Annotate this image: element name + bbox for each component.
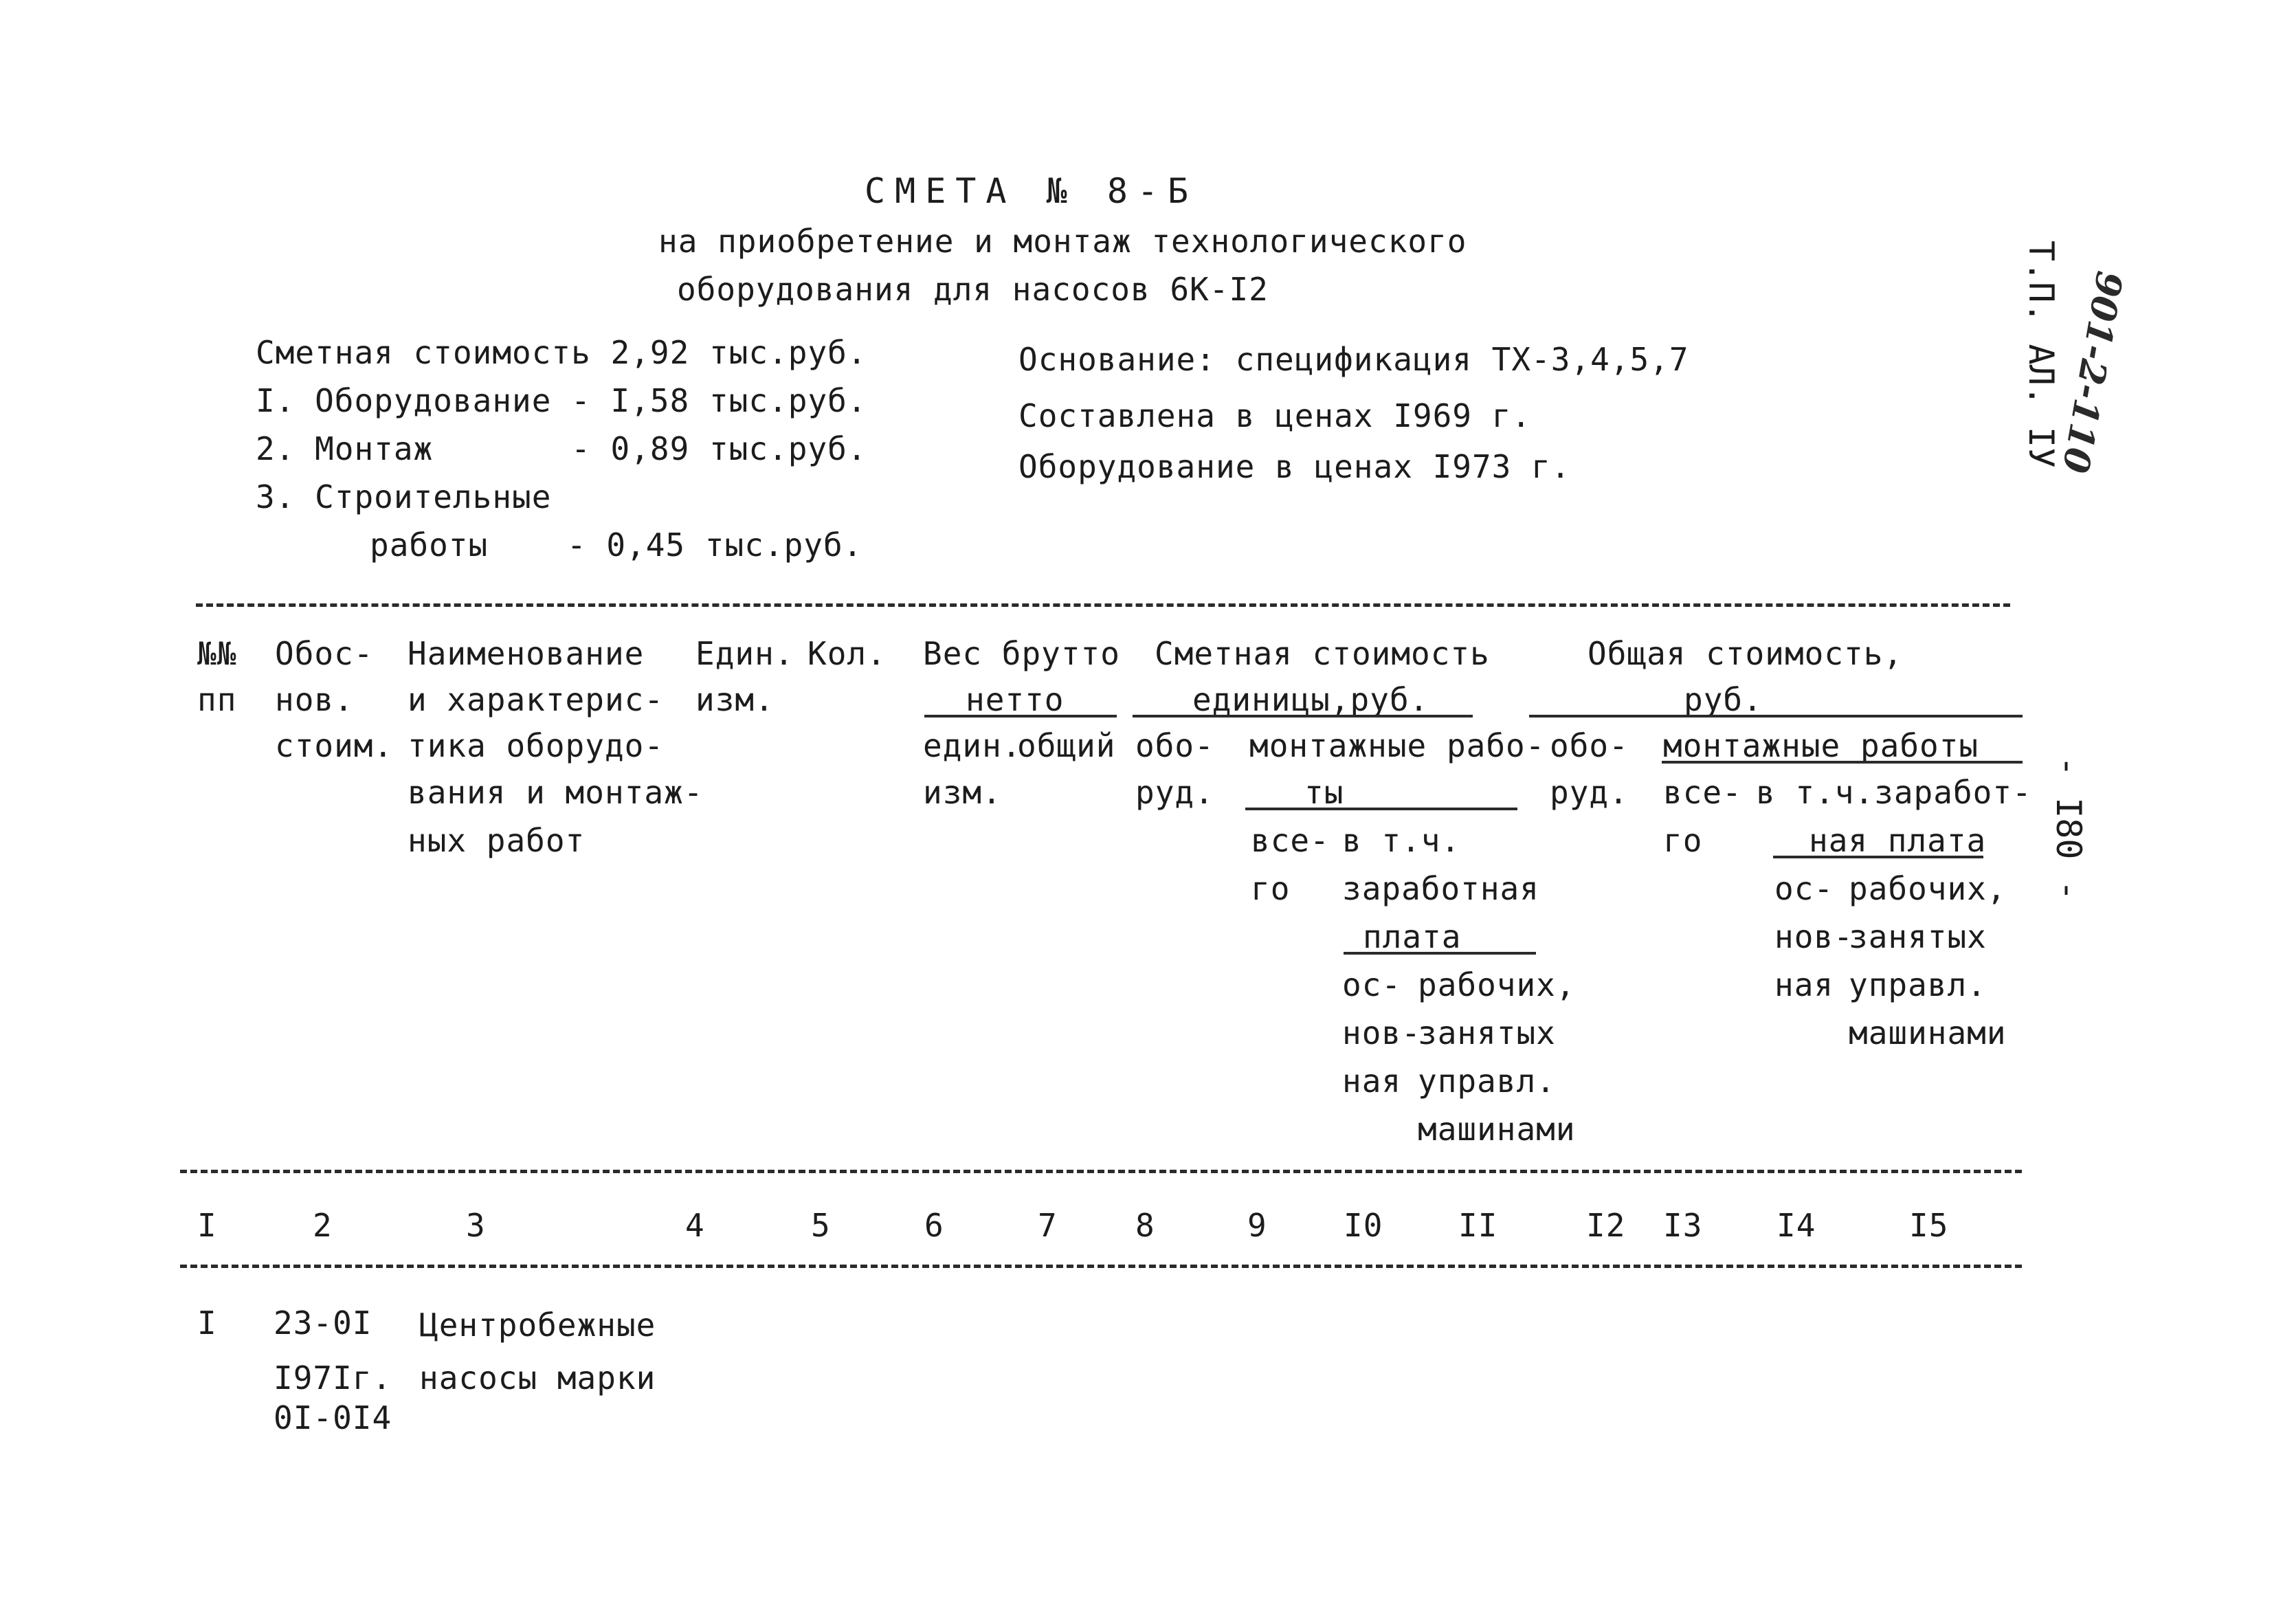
header-unit-all: все-: [1251, 822, 1330, 859]
header-unit-workers-3: управл.: [1418, 1063, 1556, 1100]
row-basis: 23-0I: [274, 1304, 372, 1342]
header-unit-incl: в т.ч.: [1342, 822, 1461, 859]
header-unit-basic: ос-: [1342, 966, 1402, 1003]
page-number: - I80 -: [2049, 756, 2089, 901]
column-number: 6: [924, 1207, 944, 1244]
header-total-workers: рабочих,: [1849, 870, 2007, 907]
summary-construction-cont: работы - 0,45 тыс.руб.: [370, 526, 863, 564]
handwritten-project-number: 901-2-110: [2053, 268, 2130, 476]
header-total-equip: обо-: [1550, 727, 1629, 764]
header-unit-basic-2: нов-: [1342, 1014, 1421, 1052]
underline-total-cost: [1529, 715, 2023, 718]
header-name-label-2: и характерис-: [408, 681, 665, 718]
summary-construction: 3. Строительные: [256, 478, 552, 515]
header-num-label-2: пп: [197, 681, 237, 718]
underline-total-wage: [1773, 856, 1983, 858]
underline-weight: [924, 715, 1117, 718]
header-unit-workers: рабочих,: [1418, 966, 1576, 1003]
header-total-workers-3: управл.: [1849, 966, 1987, 1003]
column-number: 2: [313, 1207, 333, 1244]
header-unit-all-2: го: [1251, 870, 1291, 907]
header-unit-workers-2: занятых: [1418, 1014, 1556, 1052]
column-number: I4: [1777, 1207, 1816, 1244]
header-unit-label-2: изм.: [695, 681, 775, 718]
column-number: 5: [811, 1207, 831, 1244]
row-number: I: [197, 1304, 217, 1342]
header-total-basic-2: нов-: [1774, 918, 1853, 955]
column-number: I0: [1344, 1207, 1383, 1244]
header-total-cost-sub: руб.: [1684, 681, 1763, 718]
column-number: I: [197, 1207, 217, 1244]
header-basis-label-2: нов.: [275, 681, 354, 718]
column-number: I2: [1586, 1207, 1626, 1244]
header-unit-mount-2: ты: [1304, 774, 1344, 811]
header-name-label-5: ных работ: [408, 822, 586, 859]
header-name-label-4: вания и монтаж-: [408, 774, 704, 811]
header-total-basic-3: ная: [1774, 966, 1834, 1003]
basis-prices: Составлена в ценах I969 г.: [1018, 397, 1532, 434]
header-weight-unit-2: изм.: [923, 774, 1002, 811]
column-number: 8: [1135, 1207, 1155, 1244]
header-unit-mount: монтажные рабо-: [1249, 727, 1546, 764]
underline-total-mount: [1662, 761, 2023, 764]
header-weight-unit: един.: [923, 727, 1022, 764]
column-number: II: [1458, 1207, 1498, 1244]
header-qty-label: Кол.: [808, 635, 887, 672]
header-total-equip-2: руд.: [1550, 774, 1629, 811]
column-number: I3: [1663, 1207, 1703, 1244]
header-unit-cost-sub: единицы,руб.: [1192, 681, 1429, 718]
header-unit-basic-3: ная: [1342, 1063, 1402, 1100]
doc-subtitle-line1: на приобретение и монтаж технологического: [658, 223, 1467, 260]
header-unit-workers-4: машинами: [1418, 1111, 1576, 1148]
column-number: 7: [1038, 1207, 1058, 1244]
header-name-label-3: тика оборудо-: [408, 727, 665, 764]
row-basis-2: I97Iг.: [274, 1359, 392, 1397]
header-unit-equip-2: руд.: [1135, 774, 1214, 811]
header-unit-wage: плата: [1363, 918, 1462, 955]
column-number: 3: [466, 1207, 486, 1244]
header-total-incl: в т.ч.заработ-: [1756, 774, 2032, 811]
header-total-workers-2: занятых: [1849, 918, 1987, 955]
header-total-mount: монтажные работы: [1663, 727, 1979, 764]
header-top-separator: [196, 603, 2010, 607]
underline-unit-mount: [1245, 808, 1517, 810]
header-total-cost: Общая стоимость,: [1588, 635, 1904, 672]
header-total-basic: ос-: [1774, 870, 1834, 907]
header-total-workers-4: машинами: [1849, 1014, 2007, 1052]
doc-subtitle-line2: оборудования для насосов 6К-I2: [677, 271, 1269, 308]
header-basis-label: Обос-: [275, 635, 374, 672]
underline-unit-wage: [1344, 952, 1536, 955]
margin-code: Т.П. АЛ. IУ: [2021, 241, 2061, 469]
underline-unit-cost: [1133, 715, 1473, 718]
header-weight-net: нетто: [966, 681, 1065, 718]
summary-total: Сметная стоимость 2,92 тыс.руб.: [256, 334, 867, 371]
header-name-label: Наименование: [408, 635, 645, 672]
column-number: 9: [1247, 1207, 1267, 1244]
column-number: I5: [1909, 1207, 1949, 1244]
header-total-all: все-: [1663, 774, 1742, 811]
header-total-wage: ная плата: [1809, 822, 1987, 859]
basis-equipment-prices: Оборудование в ценах I973 г.: [1018, 448, 1571, 485]
header-total-all-2: го: [1663, 822, 1703, 859]
column-numbers-separator: [180, 1265, 2022, 1268]
header-bottom-separator: [180, 1170, 2022, 1173]
doc-title: СМЕТА № 8-Б: [865, 171, 1199, 211]
header-weight-total: общий: [1017, 727, 1116, 764]
header-basis-label-3: стоим.: [275, 727, 394, 764]
row-basis-3: 0I-0I4: [274, 1399, 392, 1436]
header-unit-cost: Сметная стоимость: [1155, 635, 1490, 672]
row-name-2: насосы марки: [419, 1359, 656, 1397]
header-weight-gross: Вес брутто: [923, 635, 1120, 672]
header-unit-incl-2: заработная: [1342, 870, 1539, 907]
column-number: 4: [685, 1207, 705, 1244]
summary-mounting: 2. Монтаж - 0,89 тыс.руб.: [256, 430, 867, 467]
summary-equipment: I. Оборудование - I,58 тыс.руб.: [256, 382, 867, 419]
header-unit-equip: обо-: [1135, 727, 1214, 764]
basis-spec: Основание: спецификация ТХ-3,4,5,7: [1018, 341, 1689, 378]
header-unit-label: Един.: [695, 635, 794, 672]
header-num-label: №№: [197, 635, 237, 672]
row-name: Центробежные: [419, 1306, 656, 1344]
